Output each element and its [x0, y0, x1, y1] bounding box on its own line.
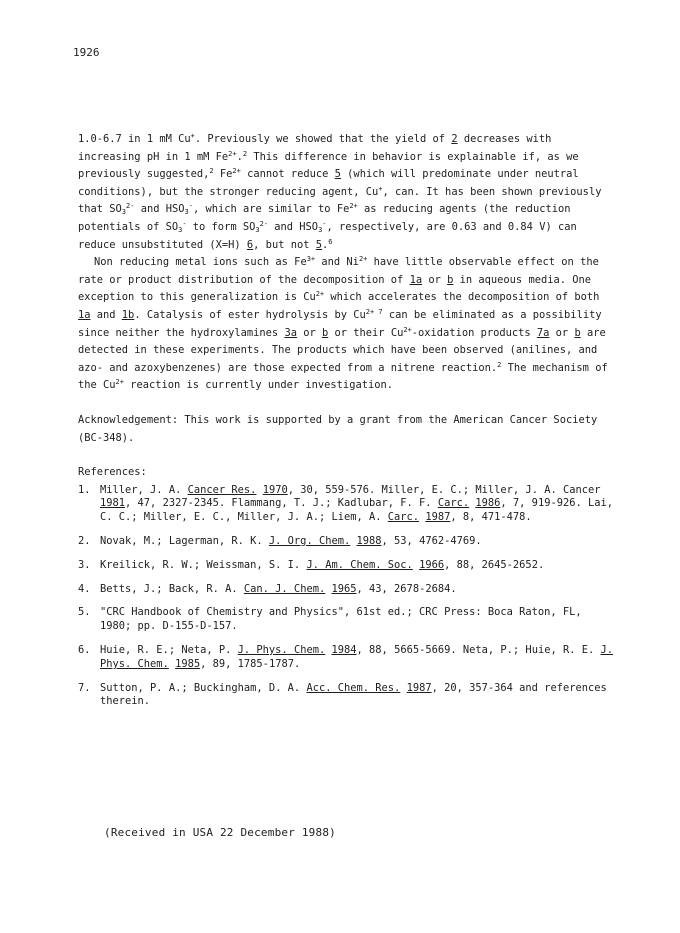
reference-item — [78, 583, 618, 597]
reference-number: 2. — [78, 535, 91, 548]
reference-item — [78, 682, 618, 710]
reference-number: 1. — [78, 483, 91, 496]
paragraph-2: Non reducing metal ions such as $Fe^{3+}$ and $Ni^{2+}$ have little observable effect on the rate or product distribution of the decomposition of 1a or b in aqueous media. One exception to this generalization is $Cu^{2+}$ which accelerates the decomposition of both 1a and 1b. Catalysis of ester hydrolysis by $Cu^{2+ 7}$ can be eliminated as a possibility since neither the hydroxylamines 3a or b or their $Cu^{2+}$-oxidation products 7a or b are detected in these experiments. The products which have been observed (anilines, and azo- and azoxybenzenes) are those expected from a nitrene reaction.$^2$ The mechanism of the $Cu^{2+}$ reaction is currently under investigation. — [78, 255, 608, 392]
article-body — [78, 131, 618, 719]
reference-item — [78, 484, 618, 525]
reference-item — [78, 559, 618, 573]
reference-number: 4. — [78, 582, 91, 595]
reference-text: "CRC Handbook of Chemistry and Physics", 61st ed.; CRC Press: Boca Raton, FL, 1980; pp. D-155-D-157. — [100, 606, 582, 633]
references-heading: References: — [78, 466, 147, 479]
paragraph-1: 1.0-6.7 in 1 mM Cu+. Previously we showed that the yield of 2 decreases with increasing pH in 1 mM $Fe^{2+}.^2$ This difference in behavior is explainable if, as we previously suggested,$^2$ $Fe^{2+}$ cannot reduce 5 (which will predominate under neutral conditions), but the stronger reducing agent, Cu+, can. It has been shown previously that $SO_3^{2-}$ and $HSO_3^-$, which are similar to $Fe^{2+}$ as reducing agents (the reduction potentials of $SO_3^-$ to form $SO_3^{2-}$ and $HSO_3^-$, respectively, are 0.63 and 0.84 V) can reduce unsubstituted (X=H) 6, but not 5.$^6$ — [78, 132, 602, 251]
reference-text: Huie, R. E.; Neta, P. J. Phys. Chem. 1984, 88, 5665-5669. Neta, P.; Huie, R. E. J. Phys. Chem. 1985, 89, 1785-1787. — [100, 644, 614, 670]
reference-text: Betts, J.; Back, R. A. Can. J. Chem. 1965, 43, 2678-2684. — [100, 582, 457, 595]
reference-number: 7. — [78, 681, 91, 694]
reference-number: 3. — [78, 558, 91, 571]
reference-number: 6. — [78, 644, 91, 657]
reference-text: Sutton, P. A.; Buckingham, D. A. Acc. Chem. Res. 1987, 20, 357-364 and references therein. — [100, 681, 607, 708]
reference-item — [78, 606, 618, 634]
reference-text: Novak, M.; Lagerman, R. K. J. Org. Chem. 1988, 53, 4762-4769. — [100, 535, 482, 548]
reference-text: Kreilick, R. W.; Weissman, S. I. J. Am. Chem. Soc. 1966, 88, 2645-2652. — [100, 558, 545, 571]
reference-item — [78, 644, 618, 672]
reference-text: Miller, J. A. Cancer Res. 1970, 30, 559-576. Miller, E. C.; Miller, J. A. Cancer 1981, 47, 2327-2345. Flammang, T. J.; Kadlubar, F. F. Carc. 1986, 7, 919-926. Lai, C. C.; Miller, E. C., Miller, J. A.; Liem, A. Carc. 1987, 8, 471-478. — [100, 483, 614, 524]
acknowledgement: Acknowledgement: This work is supported by a grant from the American Cancer Society (BC-348). — [78, 413, 598, 444]
reference-item — [78, 535, 618, 549]
references-list — [78, 484, 618, 710]
received-date: (Received in USA 22 December 1988) — [104, 826, 336, 839]
page-number: 1926 — [73, 46, 100, 59]
reference-number: 5. — [78, 606, 91, 619]
